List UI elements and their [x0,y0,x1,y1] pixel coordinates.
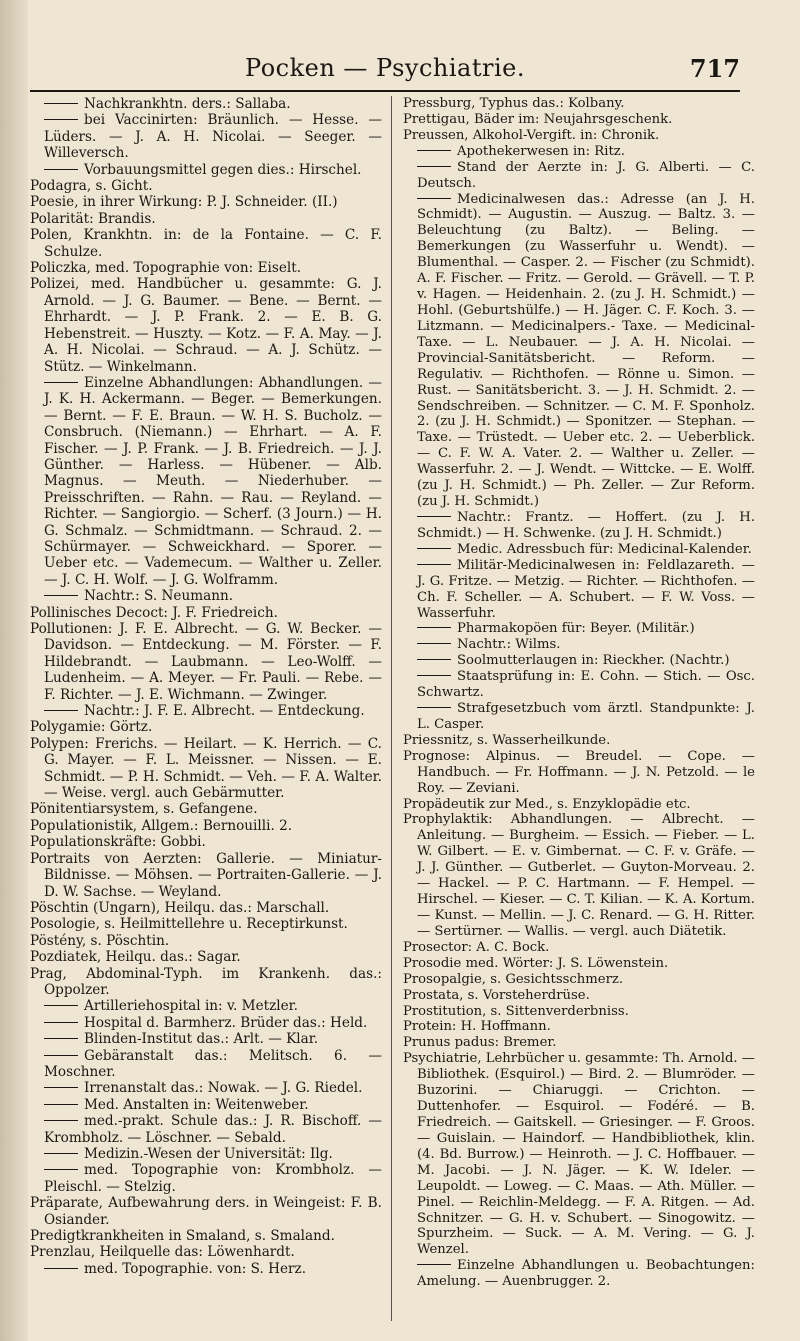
index-entry [403,128,755,144]
ditto-dash [417,1264,451,1265]
entry-text: Pollinisches Decoct: J. F. Friedreich. [30,604,278,621]
entry-text: Pozdiatek, Heilqu. das.: Sagar. [30,949,241,966]
entry-text: Prettigau, Bäder im: Neujahrsgeschenk. [403,111,673,127]
binding-shadow [0,0,28,1341]
entry-text: Policzka, med. Topographie von: Eiselt. [30,260,302,277]
ditto-dash [44,1153,78,1154]
index-subentry [30,703,382,719]
entry-text: Pharmakopöen für: Beyer. (Militär.) [457,621,695,637]
entry-text: Populationistik, Allgem.: Bernouilli. 2. [30,817,293,834]
ditto-dash [44,710,78,711]
entry-text: Prunus padus: Bremer. [403,1035,557,1051]
entry-text: Nachtr.: S. Neumann. [84,588,234,605]
ditto-dash [417,564,451,565]
entry-text: Priessnitz, s. Wasserheilkunde. [403,732,611,748]
entry-text: Prostata, s. Vorsteherdrüse. [403,987,590,1003]
ditto-dash [44,382,78,383]
index-subentry [403,653,755,669]
ditto-dash [417,516,451,517]
ditto-dash [44,1169,78,1170]
index-entry [30,736,382,802]
entry-text: Polizei, med. Handbücher u. gesammte: G. J. Arnold. — J. G. Baumer. — Bene. — Bernt. — Ehrhardt. — J. P. Frank. 2. — E. B. G. Hebenstreit. — Huszty. — Kotz. — F. A. May. — J. A. H. Nicolai. — Schraud. — A. J. Schütz. — Stütz. — Winkelmann. [30,276,382,375]
page-header [30,52,740,92]
index-subentry [30,1015,382,1031]
entry-text: Strafgesetzbuch vom ärztl. Standpunkte: J. L. Casper. [417,701,755,732]
index-entry [403,797,755,813]
ditto-dash [417,675,451,676]
index-subentry [30,998,382,1014]
entry-text: Gebäranstalt das.: Melitsch. 6. — Moschner. [44,1047,382,1080]
index-subentry [30,1031,382,1047]
running-title: Pocken — Psychiatrie. [245,54,525,82]
entry-text: Pollutionen: J. F. E. Albrecht. — G. W. Becker. — Davidson. — Entdeckung. — M. Förster. — F. Hildebrandt. — Laubmann. — Leo-Wolff. — Ludenheim. — A. Meyer. — Fr. Pauli. — Rebe. — F. Richter. — J. E. Wichmann. — Zwinger. [30,621,382,703]
index-entry [30,851,382,900]
index-entry [30,834,382,850]
ditto-dash [417,198,451,199]
index-entry [30,605,382,621]
entry-text: Irrenanstalt das.: Nowak. — J. G. Riedel. [84,1080,363,1097]
entry-text: Prognose: Alpinus. — Breudel. — Cope. — Handbuch. — Fr. Hoffmann. — J. N. Petzold. — le Roy. — Zeviani. [403,748,755,796]
index-subentry [30,1162,382,1195]
entry-text: med. Topographie von: Krombholz. — Pleischl. — Stelzig. [44,1162,382,1195]
page-number: 717 [689,54,740,83]
index-subentry [403,192,755,510]
entry-text: Hospital d. Barmherz. Brüder das.: Held. [84,1014,368,1031]
index-entry [403,1019,755,1035]
index-entry [403,1004,755,1020]
left-column [30,96,382,1277]
entry-text: Posologie, s. Heilmittellehre u. Receptirkunst. [30,916,348,933]
entry-text: Medizin.-Wesen der Universität: Ilg. [84,1146,333,1162]
index-subentry [403,510,755,542]
index-subentry [403,621,755,637]
index-subentry [403,542,755,558]
entry-text: Apothekerwesen in: Ritz. [457,143,625,159]
index-subentry [403,1258,755,1290]
entry-text: Polypen: Frerichs. — Heilart. — K. Herrich. — C. G. Mayer. — F. L. Meissner. — Nissen. — E. Schmidt. — P. H. Schmidt. — Veh. — F. A. Walter. — Weise. vergl. auch Gebärmutter. [30,735,382,802]
entry-text: Militär-Medicinalwesen in: Feldlazareth. — J. G. Fritze. — Metzig. — Richter. — Richthofen. — Ch. F. Scheller. — A. Schubert. — F. W. Voss. — Wasserfuhr. [417,557,755,621]
ditto-dash [44,1120,78,1121]
index-entry [403,956,755,972]
entry-text: Nachtr.: J. F. E. Albrecht. — Entdeckung. [84,703,365,720]
entry-text: Polarität: Brandis. [30,210,156,227]
column-divider [391,96,392,1321]
index-entry [403,733,755,749]
entry-text: Portraits von Aerzten: Gallerie. — Miniatur-Bildnisse. — Möhsen. — Portraiten-Gallerie. — J. D. W. Sachse. — Weyland. [30,850,382,900]
entry-text: Medic. Adressbuch für: Medicinal-Kalender. [457,541,752,557]
ditto-dash [417,659,451,660]
index-entry [30,227,382,260]
index-entry [403,1051,755,1258]
index-entry [403,1035,755,1051]
index-entry [403,988,755,1004]
index-subentry [403,160,755,192]
entry-text: Prosodie med. Wörter: J. S. Löwenstein. [403,955,669,971]
index-subentry [30,375,382,588]
entry-text: Einzelne Abhandlungen: Abhandlungen. — J. K. H. Ackermann. — Beger. — Bemerkungen. — Bernt. — F. E. Braun. — W. H. S. Bucholz. — Consbruch. (Niemann.) — Ehrhart. — A. F. Fischer. — J. P. Frank. — J. B. Friedreich. — J. J. Günther. — Harless. — Hübener. — Alb. Magnus. — Meuth. — Niederhuber. — Preisschriften. — Rahn. — Rau. — Reyland. — Richter. — Sangiorgio. — Scherf. (3 Journ.) — H. G. Schmalz. — Schmidtmann. — Schraud. 2. — Schürmayer. — Schweickhard. — Sporer. — Ueber etc. — Vademecum. — Walther u. Zeller. — J. C. H. Wolf. — J. G. Wolframm. [44,374,382,588]
index-subentry [403,558,755,622]
index-entry [30,1244,382,1260]
ditto-dash [44,1005,78,1006]
index-entry [403,112,755,128]
ditto-dash [44,595,78,596]
entry-text: Einzelne Abhandlungen u. Beobachtungen: Amelung. — Auenbrugger. 2. [417,1258,755,1290]
entry-text: Poesie, in ihrer Wirkung: P. J. Schneider. (II.) [30,194,338,211]
ditto-dash [417,150,451,151]
entry-text: Prosopalgie, s. Gesichtsschmerz. [403,971,624,987]
entry-text: Prosector: A. C. Bock. [403,939,550,955]
entry-text: Predigtkrankheiten in Smaland, s. Smaland. [30,1228,335,1245]
entry-text: Präparate, Aufbewahrung ders. in Weingeist: F. B. Osiander. [30,1195,382,1228]
index-entry [30,933,382,949]
ditto-dash [44,1055,78,1056]
right-column [403,96,755,1290]
ditto-dash [417,627,451,628]
entry-text: Protein: H. Hoffmann. [403,1019,551,1035]
ditto-dash [44,1268,78,1269]
index-entry [403,812,755,939]
entry-text: Nachkrankhtn. ders.: Sallaba. [84,96,291,112]
index-entry [30,194,382,210]
entry-text: Psychiatrie, Lehrbücher u. gesammte: Th. Arnold. — Bibliothek. (Esquirol.) — Bird. 2. — Blumröder. — Buzorini. — Chiaruggi. — Crichton. — Duttenhofer. — Esquirol. — Fodéré. — B. Friedreich. — Gaitskell. — Griesinger. — F. Groos. — Guislain. — Haindorf. — Handbibliothek, klin. (4. Bd. Burrow.) — Heinroth. — J. C. Hoffbauer. — M. Jacobi. — J. N. Jäger. — K. W. Ideler. — Leupoldt. — Loweg. — C. Maas. — Ath. Müller. — Pinel. — Reichlin-Meldegg. — F. A. Ritgen. — Ad. Schnitzer. — G. H. v. Schubert. — Sinogowitz. — Spurzheim. — Suck. — A. M. Vering. — G. J. Wenzel. [403,1051,755,1258]
ditto-dash [44,1087,78,1088]
index-subentry [30,1097,382,1113]
index-entry [30,966,382,999]
entry-text: Pöstény, s. Pöschtin. [30,932,170,949]
ditto-dash [44,119,78,120]
index-entry [403,940,755,956]
index-entry [30,801,382,817]
entry-text: Artilleriehospital in: v. Metzler. [84,998,298,1015]
entry-text: Prag, Abdominal-Typh. im Krankenh. das.: Oppolzer. [30,965,382,998]
entry-text: Pressburg, Typhus das.: Kolbany. [403,96,625,111]
entry-text: Stand der Aerzte in: J. G. Alberti. — C. Deutsch. [417,159,755,191]
entry-text: Prenzlau, Heilquelle das: Löwenhardt. [30,1244,295,1261]
index-subentry [30,112,382,161]
index-subentry [30,1080,382,1096]
entry-text: bei Vaccinirten: Bräunlich. — Hesse. — Lüders. — J. A. H. Nicolai. — Seeger. — Willeversch. [44,112,382,162]
ditto-dash [44,1038,78,1039]
index-subentry [403,669,755,701]
ditto-dash [417,166,451,167]
index-subentry [30,1261,382,1277]
index-subentry [30,96,382,112]
ditto-dash [44,103,78,104]
index-entry [30,178,382,194]
entry-text: Podagra, s. Gicht. [30,178,153,195]
entry-text: med. Topographie. von: S. Herz. [84,1260,307,1277]
entry-text: Propädeutik zur Med., s. Enzyklopädie etc. [403,796,691,812]
index-entry [30,621,382,703]
entry-text: Medicinalwesen das.: Adresse (an J. H. Schmidt). — Augustin. — Auszug. — Baltz. 3. — Beleuchtung (zu Baltz). — Beling. — Bemerkungen (zu Wasserfuhr u. Wendt). — Blumenthal. — Casper. 2. — Fischer (zu Schmidt). A. F. Fischer. — Fritz. — Gerold. — Grävell. — T. P. v. Hagen. — Heidenhain. 2. (zu J. H. Schmidt.) — Hohl. (Geburtshülfe.) — H. Jäger. C. F. Koch. 3. — Litzmann. — Medicinalpers.- Taxe. — Medicinal-Taxe. — L. Neubauer. — J. A. H. Nicolai. — Provincial-Sanitätsbericht. — Reform. — Regulativ. — Richthofen. — Rönne u. Simon. — Rust. — Sanitätsbericht. 3. — J. H. Schmidt. 2. — Sendschreiben. — Schnitzer. — C. M. F. Sponholz. 2. (zu J. H. Schmidt.) — Sponitzer. — Stephan. — Taxe. — Trüstedt. — Ueber etc. 2. — Ueberblick. — C. F. W. A. Vater. 2. — Walther u. Zeller. — Wasserfuhr. 2. — J. Wendt. — Wittcke. — E. Wolff. (zu J. H. Schmidt.) — Ph. Zeller. — Zur Reform. (zu J. H. Schmidt.) [417,191,755,510]
index-subentry [30,588,382,604]
index-subentry [403,637,755,653]
entry-text: Med. Anstalten in: Weitenweber. [84,1096,309,1113]
index-entry [403,749,755,797]
index-subentry [30,1146,382,1162]
entry-text: Pöschtin (Ungarn), Heilqu. das.: Marschall. [30,899,330,916]
ditto-dash [44,1022,78,1023]
entry-text: Staatsprüfung in: E. Cohn. — Stich. — Osc. Schwartz. [417,669,755,701]
entry-text: Soolmutterlaugen in: Rieckher. (Nachtr.) [457,653,730,669]
index-entry [403,972,755,988]
entry-text: Nachtr.: Wilms. [457,637,561,653]
entry-text: Polen, Krankhtn. in: de la Fontaine. — C. F. Schulze. [30,227,382,260]
index-entry [30,719,382,735]
ditto-dash [417,643,451,644]
index-entry [403,96,755,112]
index-entry [30,211,382,227]
index-entry [30,1228,382,1244]
index-subentry [403,701,755,733]
entry-text: Vorbauungsmittel gegen dies.: Hirschel. [84,161,362,178]
index-entry [30,900,382,916]
entry-text: med.-prakt. Schule das.: J. R. Bischoff. — Krombholz. — Löschner. — Sebald. [44,1113,382,1146]
index-entry [30,818,382,834]
index-subentry [30,1048,382,1081]
index-entry [30,276,382,374]
index-subentry [30,162,382,178]
entry-text: Pönitentiarsystem, s. Gefangene. [30,801,258,818]
index-entry [30,916,382,932]
entry-text: Prophylaktik: Abhandlungen. — Albrecht. — Anleitung. — Burgheim. — Essich. — Fieber. — L. W. Gilbert. — E. v. Gimbernat. — C. F. v. Gräfe. — J. J. Günther. — Gutberlet. — Guyton-Morveau. 2. — Hackel. — P. C. Hartmann. — F. Hempel. — Hirschel. — Kieser. — C. T. Kilian. — K. A. Kortum. — Kunst. — Mellin. — J. C. Renard. — G. H. Ritter. — Sertürner. — Wallis. — vergl. auch Diätetik. [403,812,755,939]
entry-text: Populationskräfte: Gobbi. [30,834,206,851]
index-entry [30,260,382,276]
index-subentry [30,1113,382,1146]
entry-text: Nachtr.: Frantz. — Hoffert. (zu J. H. Schmidt.) — H. Schwenke. (zu J. H. Schmidt.) [417,509,755,541]
ditto-dash [44,1104,78,1105]
entry-text: Blinden-Institut das.: Arlt. — Klar. [84,1031,319,1048]
ditto-dash [417,707,451,708]
ditto-dash [417,548,451,549]
index-entry [30,949,382,965]
entry-text: Preussen, Alkohol-Vergift. in: Chronik. [403,127,660,143]
entry-text: Prostitution, s. Sittenverderbniss. [403,1003,629,1019]
entry-text: Polygamie: Görtz. [30,719,153,736]
index-entry [30,1195,382,1228]
index-subentry [403,144,755,160]
ditto-dash [44,169,78,170]
